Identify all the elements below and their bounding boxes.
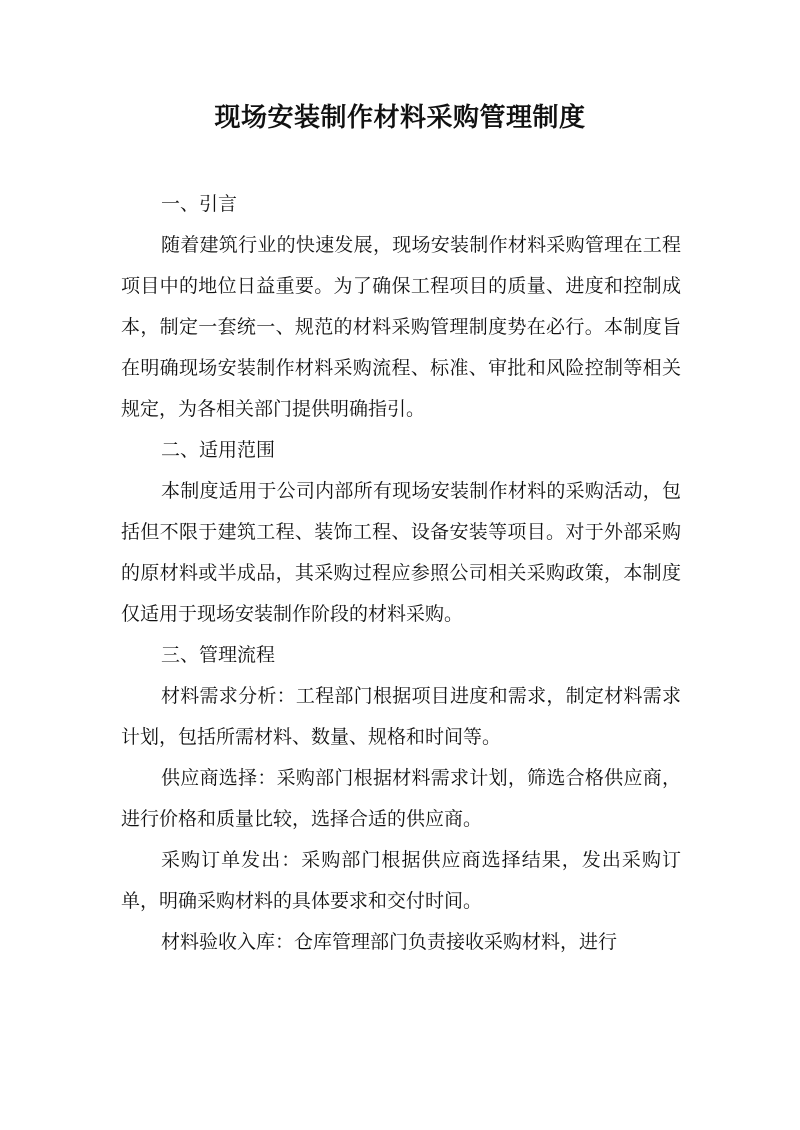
process-step-supplier-selection: 供应商选择：采购部门根据材料需求计划，筛选合格供应商，进行价格和质量比较，选择合适的供应商。 — [121, 767, 681, 830]
document-body — [121, 184, 681, 963]
document-title: 现场安装制作材料采购管理制度 — [214, 103, 586, 133]
scope-paragraph: 本制度适用于公司内部所有现场安装制作材料的采购活动，包括但不限于建筑工程、装饰工程、设备安装等项目。对于外部采购的原材料或半成品，其采购过程应参照公司相关采购政策，本制度仅适用于现场安装制作阶段的材料采购。 — [121, 480, 681, 625]
process-step-purchase-order: 采购订单发出：采购部门根据供应商选择结果，发出采购订单，明确采购材料的具体要求和交付时间。 — [121, 849, 681, 912]
process-step-demand-analysis: 材料需求分析：工程部门根据项目进度和需求，制定材料需求计划，包括所需材料、数量、规格和时间等。 — [121, 685, 681, 748]
introduction-paragraph: 随着建筑行业的快速发展，现场安装制作材料采购管理在工程项目中的地位日益重要。为了确保工程项目的质量、进度和控制成本，制定一套统一、规范的材料采购管理制度势在必行。本制度旨在明确现场安装制作材料采购流程、标准、审批和风险控制等相关规定，为各相关部门提供明确指引。 — [121, 234, 681, 420]
process-step-material-receipt: 材料验收入库：仓库管理部门负责接收采购材料，进行 — [161, 931, 618, 953]
section-heading-introduction: 一、引言 — [161, 193, 238, 215]
section-heading-process: 三、管理流程 — [161, 644, 276, 666]
section-heading-scope: 二、适用范围 — [161, 439, 276, 461]
